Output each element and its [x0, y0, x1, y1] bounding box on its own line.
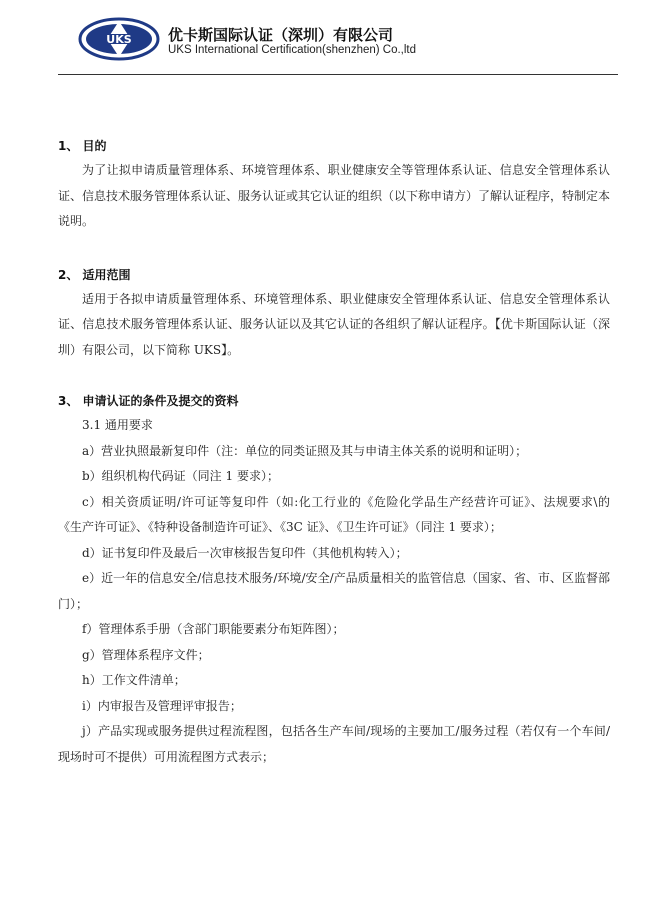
company-name-cn: 优卡斯国际认证（深圳）有限公司	[168, 26, 394, 44]
logo-text: UKS	[106, 33, 132, 46]
section-requirements	[58, 389, 610, 770]
document-header	[0, 0, 658, 80]
paragraph: 适用于各拟申请质量管理体系、环境管理体系、职业健康安全管理体系认证、信息安全管理体系认证、信息技术服务管理体系认证、服务认证以及其它认证的各组织了解认证程序。【优卡斯国际认证（深圳）有限公司，以下简称 UKS】。	[58, 291, 610, 357]
list-item: d）证书复印件及最后一次审核报告复印件（其他机构转入）；	[82, 545, 408, 560]
list-item: g）管理体系程序文件；	[82, 647, 210, 662]
document-body	[58, 134, 610, 770]
paragraph: 为了让拟申请质量管理体系、环境管理体系、职业健康安全等管理体系认证、信息安全管理体系认证、信息技术服务管理体系认证、服务认证或其它认证的组织（以下称申请方）了解认证程序，特制定本说明。	[58, 163, 611, 228]
section-purpose	[58, 134, 610, 235]
list-item: h）工作文件清单；	[82, 673, 186, 687]
section-heading: 3、 申请认证的条件及提交的资料	[58, 394, 239, 408]
list-item: c）相关资质证明/许可证等复印件（如:化工行业的《危险化学品生产经营许可证》、法规要求\的《生产许可证》、《特种设备制造许可证》、《3C 证》、《卫生许可证》（同注 1 要求）；	[58, 494, 610, 534]
list-item: i）内审报告及管理评审报告；	[82, 698, 242, 713]
list-item: b）组织机构代码证（同注 1 要求）；	[82, 469, 279, 483]
list-item: a）营业执照最新复印件（注：单位的同类证照及其与申请主体关系的说明和证明）；	[82, 443, 528, 458]
list-item: f）管理体系手册（含部门职能要素分布矩阵图）；	[82, 622, 345, 636]
list-item: e）近一年的信息安全/信息技术服务/环境/安全/产品质量相关的监管信息（国家、省、市、区监督部门）；	[58, 571, 610, 611]
header-divider	[58, 74, 618, 75]
uks-logo-icon	[78, 17, 160, 61]
company-name-en: UKS International Certification(shenzhen) Co.,ltd	[168, 44, 417, 56]
section-scope	[58, 263, 610, 364]
section-heading: 2、 适用范围	[58, 267, 131, 282]
section-heading: 1、 目的	[58, 139, 107, 153]
list-item: j）产品实现或服务提供过程流程图，包括各生产车间/现场的主要加工/服务过程（若仅有一个车间/现场时可不提供）可用流程图方式表示；	[58, 724, 610, 764]
subsection-title: 3.1 通用要求	[82, 418, 153, 432]
